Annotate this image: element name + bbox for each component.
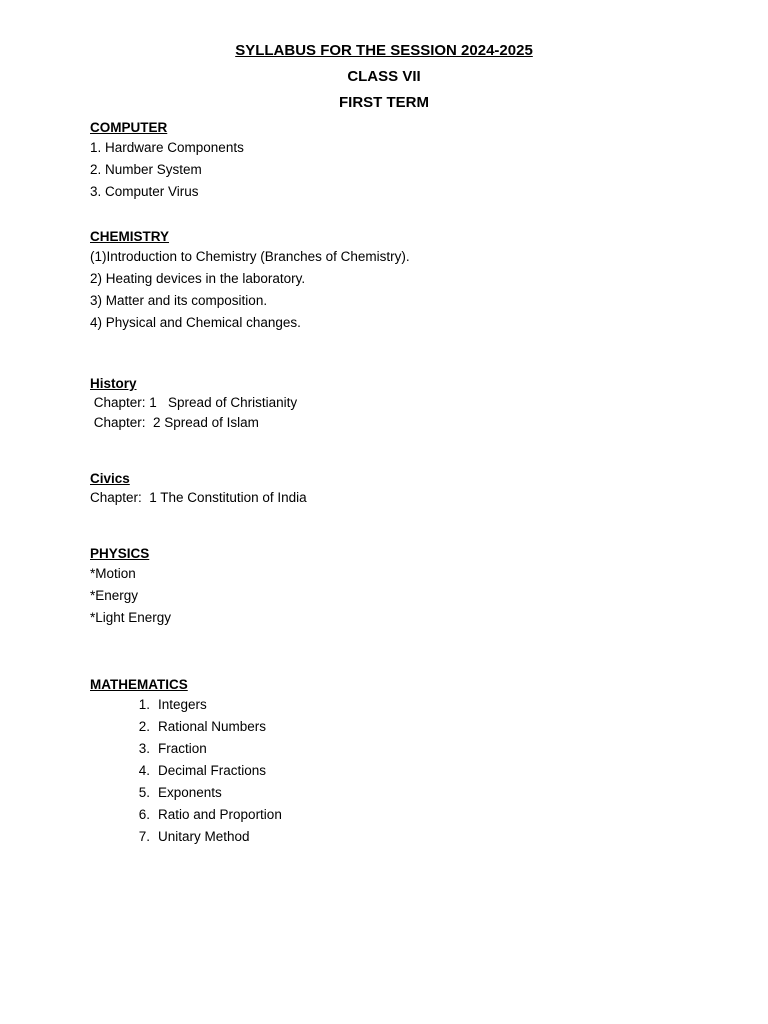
civics-section [90, 468, 307, 508]
physics-item: *Light Energy [90, 610, 172, 625]
physics-heading: PHYSICS [90, 546, 150, 561]
list-item-text: Fraction [158, 741, 207, 756]
list-item-number: 4. [138, 763, 150, 778]
class-heading: CLASS VII [347, 68, 421, 85]
list-item-text: Integers [158, 697, 207, 712]
chemistry-heading: CHEMISTRY [90, 229, 170, 244]
list-item [90, 826, 250, 848]
mathematics-list [90, 694, 282, 848]
mathematics-heading: MATHEMATICS [90, 677, 188, 692]
list-item-text: Exponents [158, 785, 222, 800]
chemistry-item: 4) Physical and Chemical changes. [90, 315, 301, 330]
computer-item: 2. Number System [90, 162, 202, 177]
list-item [90, 760, 267, 782]
list-item-text: Rational Numbers [158, 719, 267, 734]
history-item: Chapter: 2 Spread of Islam [90, 415, 259, 430]
list-item [90, 804, 282, 826]
chemistry-item: 3) Matter and its composition. [90, 293, 268, 308]
list-item-number: 5. [138, 785, 150, 800]
physics-section [90, 543, 171, 629]
physics-item: *Motion [90, 566, 136, 581]
document-title: SYLLABUS FOR THE SESSION 2024-2025 [235, 42, 533, 59]
physics-item: *Energy [90, 588, 139, 603]
history-heading: History [90, 376, 137, 391]
list-item [90, 782, 222, 804]
term-heading: FIRST TERM [339, 94, 429, 111]
list-item [90, 716, 267, 738]
list-item [90, 738, 207, 760]
mathematics-section [90, 674, 282, 848]
chemistry-section [90, 226, 410, 334]
list-item-text: Unitary Method [158, 829, 250, 844]
civics-heading: Civics [90, 471, 130, 486]
list-item-text: Decimal Fractions [158, 763, 267, 778]
history-item: Chapter: 1 Spread of Christianity [90, 395, 298, 410]
chemistry-item: 2) Heating devices in the laboratory. [90, 271, 306, 286]
history-section [90, 373, 297, 433]
computer-section [90, 117, 244, 203]
list-item-number: 3. [138, 741, 150, 756]
computer-item: 3. Computer Virus [90, 184, 199, 199]
list-item-number: 6. [138, 807, 150, 822]
list-item-number: 1. [138, 697, 150, 712]
list-item [90, 694, 207, 716]
chemistry-item: (1)Introduction to Chemistry (Branches of Chemistry). [90, 249, 410, 264]
civics-item: Chapter: 1 The Constitution of India [90, 490, 307, 505]
list-item-number: 7. [138, 829, 150, 844]
list-item-number: 2. [138, 719, 150, 734]
computer-heading: COMPUTER [90, 120, 168, 135]
computer-item: 1. Hardware Components [90, 140, 244, 155]
list-item-text: Ratio and Proportion [158, 807, 282, 822]
